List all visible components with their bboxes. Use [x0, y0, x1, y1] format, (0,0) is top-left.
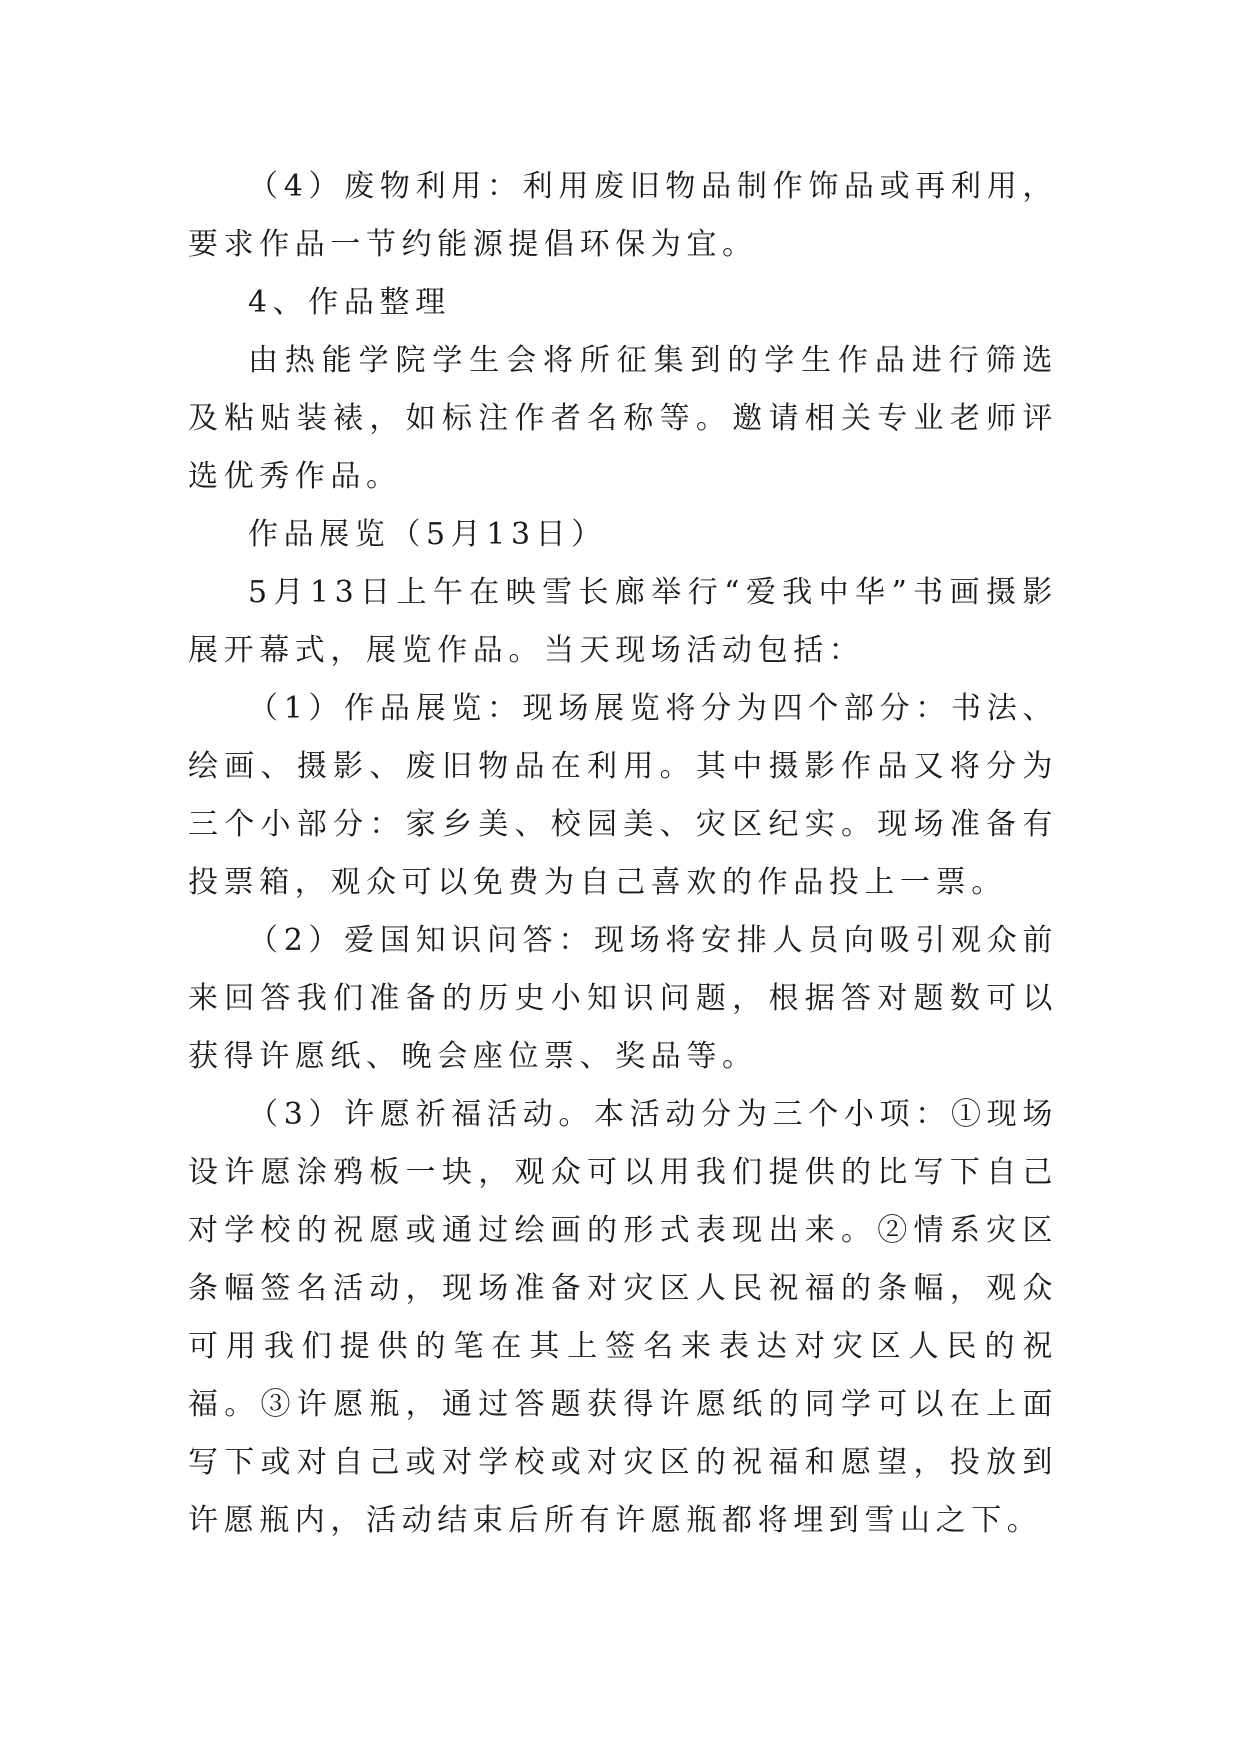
paragraph-patriotic-quiz: （2）爱国知识问答：现场将安排人员向吸引观众前来回答我们准备的历史小知识问题，根据答对题数可以获得许愿纸、晚会座位票、奖品等。	[188, 923, 1058, 1074]
document-body	[188, 158, 1058, 1550]
paragraph-waste-reuse: （4）废物利用：利用废旧物品制作饰品或再利用，要求作品一节约能源提倡环保为宜。	[188, 169, 1058, 262]
paragraph-exhibition-display: （1）作品展览：现场展览将分为四个部分：书法、绘画、摄影、废旧物品在利用。其中摄影作品又将分为三个小部分：家乡美、校园美、灾区纪实。现场准备有投票箱，观众可以免费为自己喜欢的作品投上一票。	[188, 691, 1058, 900]
paragraph-work-organization: 由热能学院学生会将所征集到的学生作品进行筛选及粘贴装裱，如标注作者名称等。邀请相关专业老师评选优秀作品。	[188, 343, 1058, 494]
paragraph-wish-activity: （3）许愿祈福活动。本活动分为三个小项：①现场设许愿涂鸦板一块，观众可以用我们提供的比写下自己对学校的祝愿或通过绘画的形式表现出来。②情系灾区条幅签名活动，现场准备对灾区人民祝福的条幅，观众可用我们提供的笔在其上签名来表达对灾区人民的祝福。③许愿瓶，通过答题获得许愿纸的同学可以在上面写下或对自己或对学校或对灾区的祝福和愿望，投放到许愿瓶内，活动结束后所有许愿瓶都将埋到雪山之下。	[188, 1097, 1058, 1538]
paragraph-exhibition-opening: 5月13日上午在映雪长廊举行“爱我中华”书画摄影展开幕式，展览作品。当天现场活动包括：	[188, 575, 1058, 668]
heading-exhibition: 作品展览（5月13日）	[248, 517, 607, 552]
heading-work-organization: 4、作品整理	[248, 285, 451, 320]
